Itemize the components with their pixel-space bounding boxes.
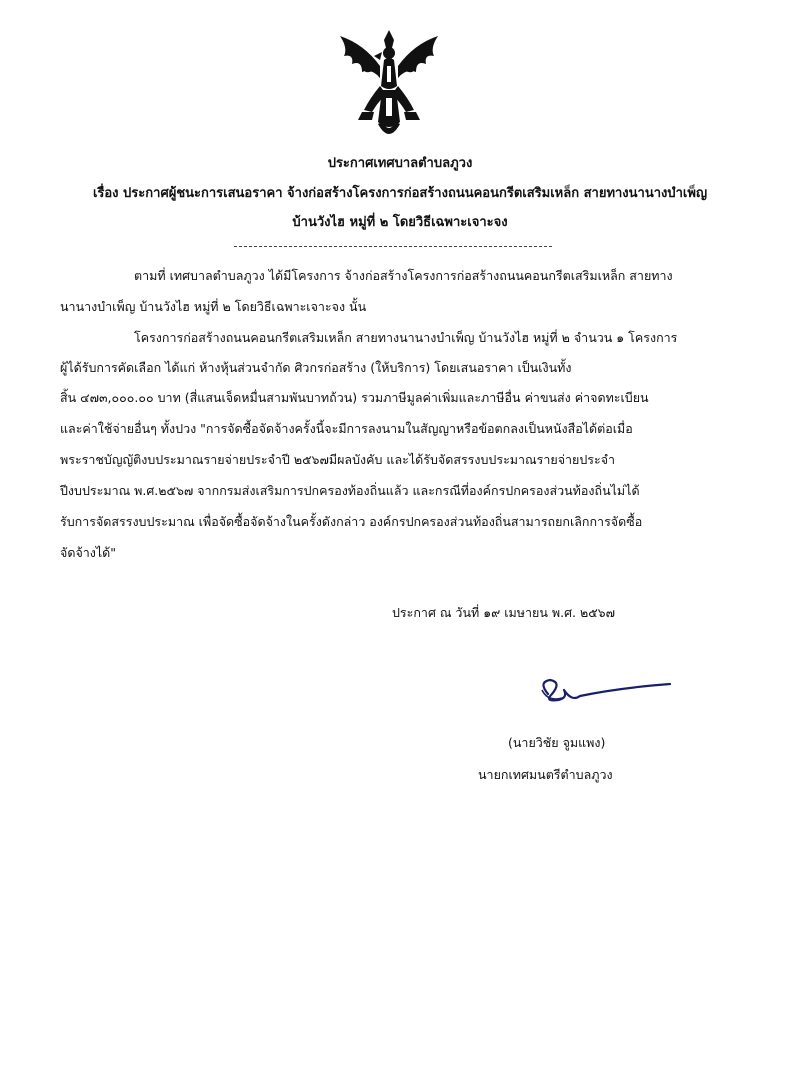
subject-line-2: บ้านวังไฮ หมู่ที่ ๒ โดยวิธีเฉพาะเจาะจง [292, 215, 508, 230]
body-line: ตามที่ เทศบาลตำบลภูวง ได้มีโครงการ จ้างก่อสร้างโครงการก่อสร้างถนนคอนกรีตเสริมเหล็ก สายทาง [134, 268, 673, 283]
signature-mark [528, 672, 678, 712]
body-line: สิ้น ๔๗๓,๐๐๐.๐๐ บาท (สี่แสนเจ็ดหมื่นสามพันบาทถ้วน) รวมภาษีมูลค่าเพิ่มและภาษีอื่น ค่าขนส่ง ค่าจดทะเบียน [60, 390, 649, 405]
signer-name: (นายวิชัย จูมแพง) [508, 735, 606, 750]
body-line: จัดจ้างได้" [60, 545, 117, 560]
body-line: และค่าใช้จ่ายอื่นๆ ทั้งปวง "การจัดซื้อจัดจ้างครั้งนี้จะมีการลงนามในสัญญาหรือข้อตกลงเป็นหนังสือได้ต่อเมื่อ [60, 421, 633, 436]
subject-line-1: เรื่อง ประกาศผู้ชนะการเสนอราคา จ้างก่อสร้างโครงการก่อสร้างถนนคอนกรีตเสริมเหล็ก สายทางนานางบำเพ็ญ [92, 186, 708, 201]
separator-rule [234, 246, 552, 247]
body-line: นานางบำเพ็ญ บ้านวังไฮ หมู่ที่ ๒ โดยวิธีเฉพาะเจาะจง นั้น [60, 299, 367, 314]
body-line: ปีงบประมาณ พ.ศ.๒๕๖๗ จากกรมส่งเสริมการปกครองท้องถิ่นแล้ว และกรณีที่องค์กรปกครองส่วนท้องถิ่นไม่ได้ [60, 483, 640, 498]
signer-position: นายกเทศมนตรีตำบลภูวง [478, 767, 613, 782]
body-line: รับการจัดสรรงบประมาณ เพื่อจัดซื้อจัดจ้างในครั้งดังกล่าว องค์กรปกครองส่วนท้องถิ่นสามารถยกเลิกการจัดซื้อ [60, 514, 643, 529]
garuda-emblem-icon [334, 26, 444, 144]
announcement-date: ประกาศ ณ วันที่ ๑๙ เมษายน พ.ศ. ๒๕๖๗ [392, 605, 616, 620]
body-line: ผู้ได้รับการคัดเลือก ได้แก่ ห้างหุ้นส่วนจำกัด ศิวกรก่อสร้าง (ให้บริการ) โดยเสนอราคา เป็นเงินทั้ง [60, 360, 572, 375]
document-title: ประกาศเทศบาลตำบลภูวง [327, 156, 473, 171]
body-line: โครงการก่อสร้างถนนคอนกรีตเสริมเหล็ก สายทางนานางบำเพ็ญ บ้านวังไฮ หมู่ที่ ๒ จำนวน ๑ โครงการ [134, 330, 678, 345]
body-line: พระราชบัญญัติงบประมาณรายจ่ายประจำปี ๒๕๖๗มีผลบังคับ และได้รับจัดสรรงบประมาณรายจ่ายประจำ [60, 452, 616, 467]
